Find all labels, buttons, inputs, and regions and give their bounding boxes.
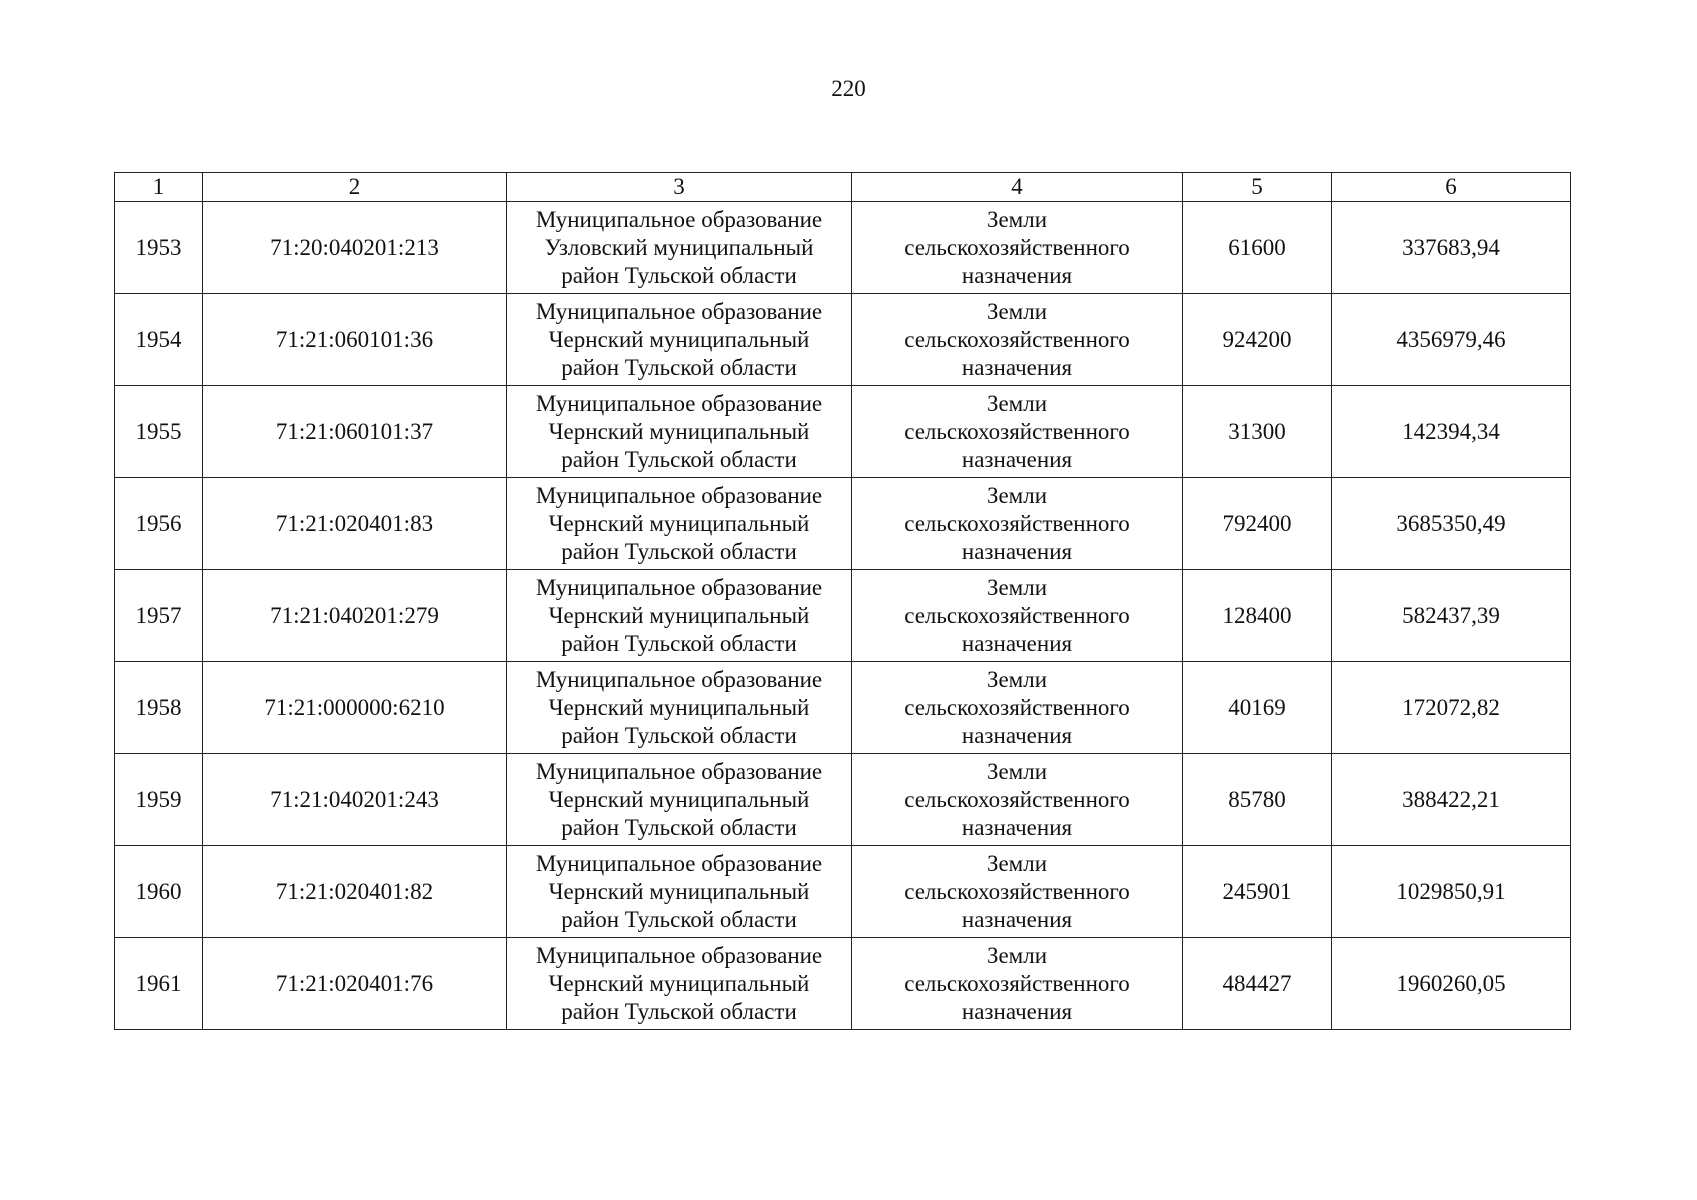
area: 924200 bbox=[1183, 294, 1332, 386]
row-number: 1954 bbox=[115, 294, 203, 386]
land-category: Земли сельскохозяйственного назначения bbox=[852, 846, 1183, 938]
cadastral-number: 71:21:040201:279 bbox=[203, 570, 507, 662]
owner: Муниципальное образование Чернский муниципальный район Тульской области bbox=[507, 754, 852, 846]
owner: Муниципальное образование Чернский муниципальный район Тульской области bbox=[507, 570, 852, 662]
land-category: Земли сельскохозяйственного назначения bbox=[852, 570, 1183, 662]
owner: Муниципальное образование Чернский муниципальный район Тульской области bbox=[507, 662, 852, 754]
row-number: 1958 bbox=[115, 662, 203, 754]
column-header-1: 1 bbox=[115, 173, 203, 202]
row-number: 1960 bbox=[115, 846, 203, 938]
cadastral-number: 71:21:020401:82 bbox=[203, 846, 507, 938]
area: 484427 bbox=[1183, 938, 1332, 1030]
table-row bbox=[115, 478, 1571, 570]
table-row bbox=[115, 570, 1571, 662]
cadastral-value: 3685350,49 bbox=[1332, 478, 1571, 570]
owner: Муниципальное образование Чернский муниципальный район Тульской области bbox=[507, 294, 852, 386]
row-number: 1957 bbox=[115, 570, 203, 662]
cadastral-number: 71:21:060101:37 bbox=[203, 386, 507, 478]
table-body bbox=[115, 202, 1571, 1030]
area: 128400 bbox=[1183, 570, 1332, 662]
land-category: Земли сельскохозяйственного назначения bbox=[852, 386, 1183, 478]
table-row bbox=[115, 754, 1571, 846]
cadastral-value: 142394,34 bbox=[1332, 386, 1571, 478]
column-header-2: 2 bbox=[203, 173, 507, 202]
cadastral-number: 71:21:060101:36 bbox=[203, 294, 507, 386]
row-number: 1953 bbox=[115, 202, 203, 294]
table-row bbox=[115, 202, 1571, 294]
cadastral-number: 71:21:040201:243 bbox=[203, 754, 507, 846]
column-header-4: 4 bbox=[852, 173, 1183, 202]
table-row bbox=[115, 846, 1571, 938]
column-header-3: 3 bbox=[507, 173, 852, 202]
owner: Муниципальное образование Чернский муниципальный район Тульской области bbox=[507, 938, 852, 1030]
row-number: 1955 bbox=[115, 386, 203, 478]
land-category: Земли сельскохозяйственного назначения bbox=[852, 938, 1183, 1030]
cadastral-value: 4356979,46 bbox=[1332, 294, 1571, 386]
table-row bbox=[115, 294, 1571, 386]
area: 31300 bbox=[1183, 386, 1332, 478]
area: 61600 bbox=[1183, 202, 1332, 294]
land-category: Земли сельскохозяйственного назначения bbox=[852, 202, 1183, 294]
owner: Муниципальное образование Чернский муниципальный район Тульской области bbox=[507, 386, 852, 478]
land-category: Земли сельскохозяйственного назначения bbox=[852, 294, 1183, 386]
land-category: Земли сельскохозяйственного назначения bbox=[852, 754, 1183, 846]
table-row bbox=[115, 386, 1571, 478]
row-number: 1959 bbox=[115, 754, 203, 846]
land-category: Земли сельскохозяйственного назначения bbox=[852, 662, 1183, 754]
row-number: 1961 bbox=[115, 938, 203, 1030]
owner: Муниципальное образование Узловский муниципальный район Тульской области bbox=[507, 202, 852, 294]
cadastral-value: 1029850,91 bbox=[1332, 846, 1571, 938]
cadastral-value: 172072,82 bbox=[1332, 662, 1571, 754]
cadastral-value: 388422,21 bbox=[1332, 754, 1571, 846]
area: 245901 bbox=[1183, 846, 1332, 938]
row-number: 1956 bbox=[115, 478, 203, 570]
header-row bbox=[115, 173, 1571, 202]
owner: Муниципальное образование Чернский муниципальный район Тульской области bbox=[507, 846, 852, 938]
land-category: Земли сельскохозяйственного назначения bbox=[852, 478, 1183, 570]
cadastral-number: 71:21:020401:83 bbox=[203, 478, 507, 570]
column-header-6: 6 bbox=[1332, 173, 1571, 202]
page-number: 220 bbox=[831, 76, 866, 101]
cadastral-value: 582437,39 bbox=[1332, 570, 1571, 662]
table-row bbox=[115, 938, 1571, 1030]
cadastral-number: 71:20:040201:213 bbox=[203, 202, 507, 294]
area: 40169 bbox=[1183, 662, 1332, 754]
table-header bbox=[115, 173, 1571, 202]
land-registry-table bbox=[114, 172, 1571, 1030]
owner: Муниципальное образование Чернский муниципальный район Тульской области bbox=[507, 478, 852, 570]
column-header-5: 5 bbox=[1183, 173, 1332, 202]
cadastral-value: 1960260,05 bbox=[1332, 938, 1571, 1030]
cadastral-number: 71:21:000000:6210 bbox=[203, 662, 507, 754]
area: 85780 bbox=[1183, 754, 1332, 846]
area: 792400 bbox=[1183, 478, 1332, 570]
cadastral-number: 71:21:020401:76 bbox=[203, 938, 507, 1030]
cadastral-value: 337683,94 bbox=[1332, 202, 1571, 294]
table-row bbox=[115, 662, 1571, 754]
